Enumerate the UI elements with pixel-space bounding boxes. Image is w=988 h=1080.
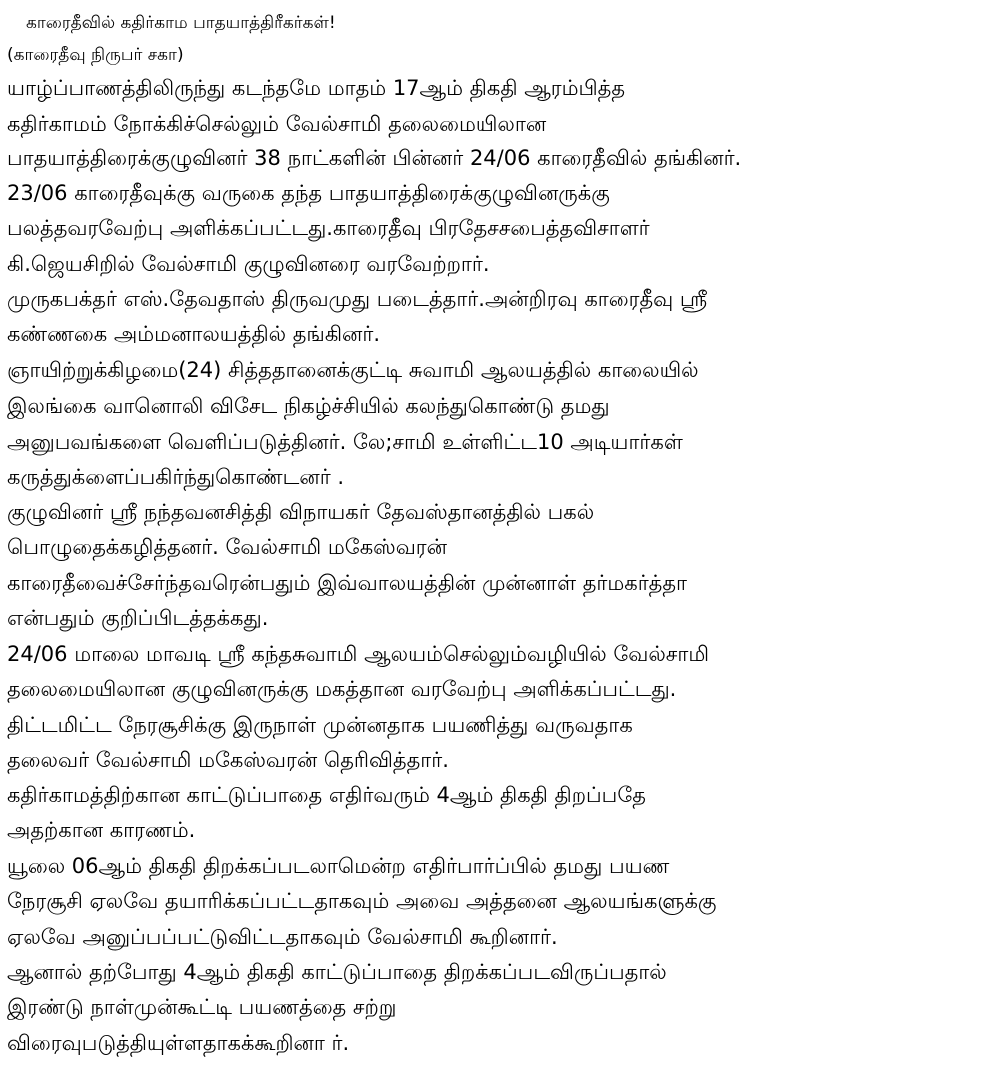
text-line: கருத்துக்ளைப்பகிர்ந்துகொண்டனர் . — [7, 465, 345, 489]
text-line: 23/06 காரைதீவுக்கு வருகை தந்த பாதயாத்திரைக்குழுவினருக்கு — [7, 181, 610, 205]
text-line: 24/06 மாலை மாவடி ஸ்ரீ கந்தசுவாமி ஆலயம்செல்லும்வழியில் வேல்சாமி — [7, 642, 710, 666]
text-line: அதற்கான காரணம். — [7, 818, 196, 842]
text-line: இலங்கை வானொலி விசேட நிகழ்ச்சியில் கலந்துகொண்டு தமது — [7, 394, 610, 418]
text-line: பாதயாத்திரைக்குழுவினர் 38 நாட்களின் பின்னர் 24/06 காரைதீவில் தங்கினர். — [7, 146, 742, 170]
text-line: பலத்தவரவேற்பு அளிக்கப்பட்டது.காரைதீவு பிரதேசசபைத்தவிசாளர் — [7, 216, 650, 240]
text-line: ஞாயிற்றுக்கிழமை(24) சித்ததானைக்குட்டி சுவாமி ஆலயத்தில் காலையில் — [7, 358, 699, 382]
text-line: அனுபவங்களை வெளிப்படுத்தினர். லே;சாமி உள்ளிட்ட10 அடியார்கள் — [7, 430, 683, 454]
text-line: தலைமையிலான குழுவினருக்கு மகத்தான வரவேற்பு அளிக்கப்பட்டது. — [7, 677, 677, 701]
text-line: யாழ்ப்பாணத்திலிருந்து கடந்தமே மாதம் 17ஆம் திகதி ஆரம்பித்த — [7, 76, 626, 100]
text-line: கதிர்காமம் நோக்கிச்செல்லும் வேல்சாமி தலைமையிலான — [7, 112, 547, 136]
text-line: என்பதும் குறிப்பிடத்தக்கது. — [7, 606, 269, 630]
text-line: தலைவர் வேல்சாமி மகேஸ்வரன் தெரிவித்தார். — [7, 748, 449, 772]
text-line: காரைதீவைச்சேர்ந்தவரென்பதும் இவ்வாலயத்தின் முன்னாள் தர்மகர்த்தா — [7, 571, 688, 595]
text-line: முருகபக்தர் எஸ்.தேவதாஸ் திருவமுது படைத்தார்.அன்றிரவு காரைதீவு ஸ்ரீ — [7, 287, 708, 311]
text-line: கதிர்காமத்திற்கான காட்டுப்பாதை எதிர்வரும் 4ஆம் திகதி திறப்பதே — [7, 783, 646, 807]
text-line: கண்ணகை அம்மனாலயத்தில் தங்கினர். — [7, 322, 381, 346]
text-line: யூலை 06ஆம் திகதி திறக்கப்படலாமென்ற எதிர்பார்ப்பில் தமது பயண — [7, 854, 670, 878]
text-line: இரண்டு நாள்முன்கூட்டி பயணத்தை சற்று — [7, 995, 397, 1019]
article-byline: (காரைதீவு நிருபர் சகா) — [7, 45, 184, 65]
text-line: குழுவினர் ஸ்ரீ நந்தவனசித்தி விநாயகர் தேவஸ்தானத்தில் பகல் — [7, 500, 595, 524]
text-line: திட்டமிட்ட நேரசூசிக்கு இருநாள் முன்னதாக பயணித்து வருவதாக — [7, 713, 633, 737]
text-line: விரைவுபடுத்தியுள்ளதாகக்கூறினா ர். — [7, 1031, 350, 1055]
text-line: ஏலவே அனுப்பப்பட்டுவிட்டதாகவும் வேல்சாமி கூறினார். — [7, 925, 558, 949]
text-line: பொழுதைக்கழித்தனர். வேல்சாமி மகேஸ்வரன் — [7, 535, 448, 559]
text-line: கி.ஜெயசிறில் வேல்சாமி குழுவினரை வரவேற்றார். — [7, 252, 490, 276]
text-line: ஆனால் தற்போது 4ஆம் திகதி காட்டுப்பாதை திறக்கப்படவிருப்பதால் — [7, 960, 667, 984]
article-title: காரைதீவில் கதிர்காம பாதயாத்திரீகர்கள்! — [26, 13, 336, 33]
text-line: நேரசூசி ஏலவே தயாரிக்கப்பட்டதாகவும் அவை அத்தனை ஆலயங்களுக்கு — [7, 889, 717, 913]
